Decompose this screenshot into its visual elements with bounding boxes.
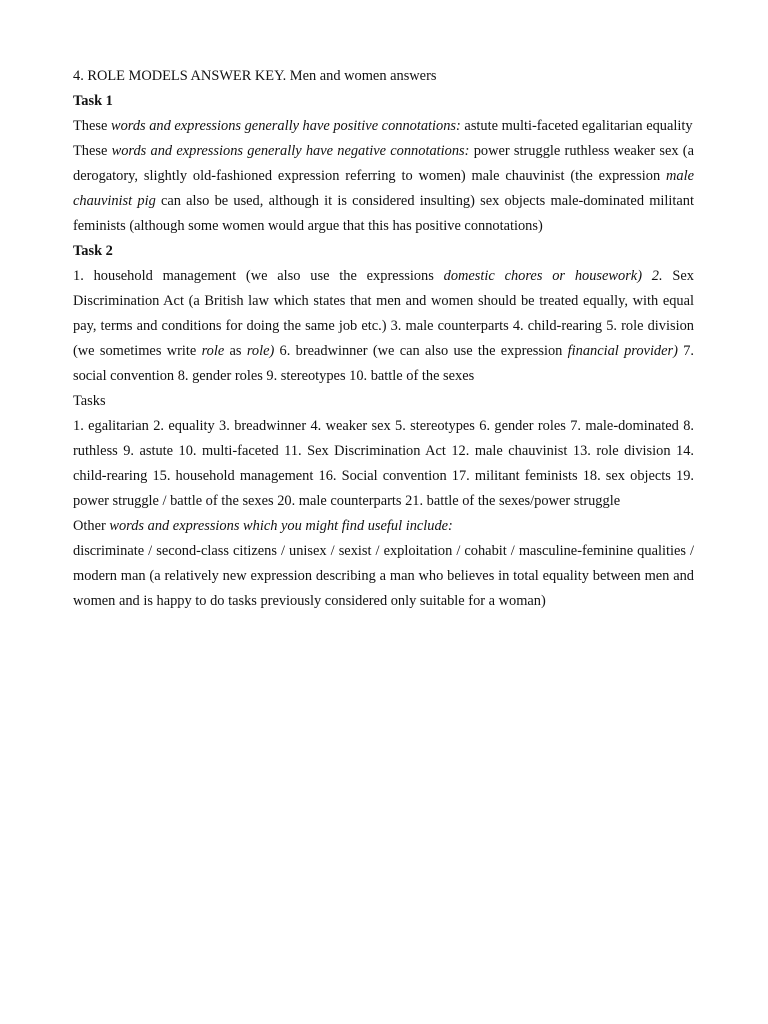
task2-text-2: Sex Discrimination Act (a British law which states that men and women should be treated equally, with equal pay, terms and conditions for doing the same job etc.) 3. male counterparts 4. child-rearing 5. role division (we sometimes write — [73, 268, 694, 359]
tasks-heading: Tasks — [73, 393, 106, 409]
positive-label: words and expressions generally have positive connotations: — [110, 118, 461, 134]
task2-text-3: as — [224, 343, 247, 359]
positive-connotations-paragraph — [73, 114, 694, 139]
positive-intro: These — [73, 118, 111, 134]
task2-term-role: role — [201, 343, 225, 359]
document-title: 4. ROLE MODELS ANSWER KEY. Men and women answers — [73, 68, 437, 84]
task2-answers-paragraph — [73, 264, 694, 389]
task2-heading: Task 2 — [73, 243, 113, 259]
other-intro: Other — [73, 518, 110, 534]
task2-term-domestic-chores: domestic chores or housework) 2. — [443, 268, 663, 284]
male-chauvinist-pig-term: male chauvinist pig — [73, 168, 694, 209]
negative-intro: These — [73, 143, 112, 159]
task2-term-financial-provider: financial provider) — [567, 343, 678, 359]
other-words-intro — [73, 514, 694, 539]
task2-text-4: 6. breadwinner (we can also use the expression — [274, 343, 568, 359]
negative-words: power struggle ruthless weaker sex (a derogatory, slightly old-fashioned expression referring to women) male chauvinist (the expression — [73, 143, 694, 184]
task2-text-5: 7. social convention 8. gender roles 9. stereotypes 10. battle of the sexes — [73, 343, 695, 384]
negative-label: words and expressions generally have negative connotations: — [111, 143, 470, 159]
task2-term-role-2: role) — [246, 343, 275, 359]
task1-heading: Task 1 — [73, 93, 113, 109]
task2-text-1: 1. household management (we also use the expressions — [73, 268, 444, 284]
tasks-answers-paragraph: 1. egalitarian 2. equality 3. breadwinner 4. weaker sex 5. stereotypes 6. gender roles 7. male-dominated 8. ruthless 9. astute 10. multi-faceted 11. Sex Discrimination Act 12. male chauvinist 13. role division 14. child-rearing 15. household management 16. Social convention 17. militant feminists 18. sex objects 19. power struggle / battle of the sexes 20. male counterparts 21. battle of the sexes/power struggle — [73, 418, 694, 509]
other-words-list: discriminate / second-class citizens / unisex / sexist / exploitation / cohabit / masculine-feminine qualities / modern man (a relatively new expression describing a man who believes in total equality between men and women and is happy to do tasks previously considered only suitable for a woman) — [73, 543, 694, 609]
other-intro-label: words and expressions which you might find useful include: — [109, 518, 453, 534]
document-page — [73, 64, 694, 614]
positive-words: astute multi-faceted egalitarian equality — [460, 118, 693, 134]
negative-words-cont: can also be used, although it is considered insulting) sex objects male-dominated militant feminists (although some women would argue that this has positive connotations) — [73, 193, 694, 234]
negative-connotations-paragraph — [73, 139, 694, 239]
